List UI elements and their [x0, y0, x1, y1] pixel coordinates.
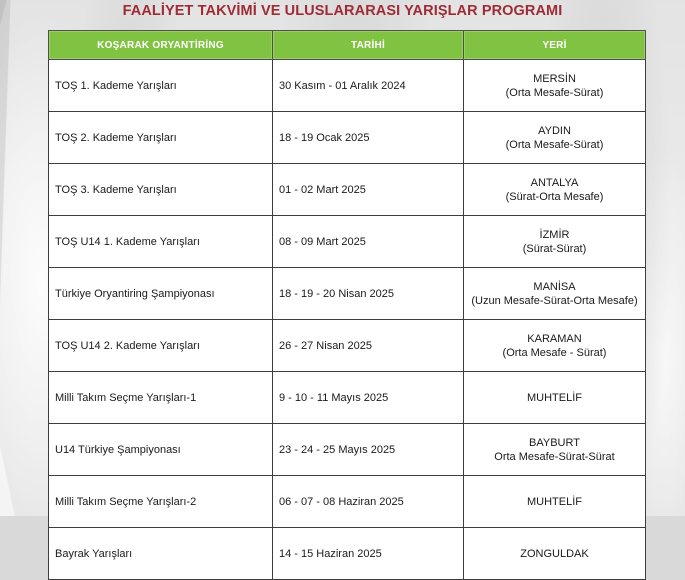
place-disciplines: (Sürat-Sürat): [522, 242, 587, 255]
cell-event-date: 23 - 24 - 25 Mayıs 2025: [273, 424, 464, 476]
table-row: [49, 268, 646, 320]
place-disciplines: Orta Mesafe-Sürat-Sürat: [494, 450, 615, 463]
cell-event-place: [464, 476, 646, 528]
cell-event-name: TOŞ 2. Kademe Yarışları: [49, 112, 273, 164]
cell-event-date: 01 - 02 Mart 2025: [273, 164, 464, 216]
cell-event-place: [464, 424, 646, 476]
calendar-table-container: [48, 30, 645, 580]
cell-event-name: TOŞ 3. Kademe Yarışları: [49, 164, 273, 216]
place-city: MANİSA: [533, 280, 576, 293]
cell-event-name: U14 Türkiye Şampiyonası: [49, 424, 273, 476]
table-row: [49, 528, 646, 580]
table-row: [49, 216, 646, 268]
place-city: MUHTELİF: [527, 391, 582, 404]
place-disciplines: (Orta Mesafe-Sürat): [505, 86, 604, 99]
cell-event-date: 30 Kasım - 01 Aralık 2024: [273, 60, 464, 112]
cell-event-date: 08 - 09 Mart 2025: [273, 216, 464, 268]
cell-event-date: 26 - 27 Nisan 2025: [273, 320, 464, 372]
cell-event-place: [464, 60, 646, 112]
page-title: FAALİYET TAKVİMİ VE ULUSLARARASI YARIŞLAR PROGRAMI: [122, 3, 563, 19]
cell-event-place: [464, 268, 646, 320]
cell-event-place: [464, 216, 646, 268]
cell-event-name: TOŞ 1. Kademe Yarışları: [49, 60, 273, 112]
cell-event-name: Türkiye Oryantiring Şampiyonası: [49, 268, 273, 320]
table-row: [49, 372, 646, 424]
cell-event-date: 06 - 07 - 08 Haziran 2025: [273, 476, 464, 528]
cell-event-name: Milli Takım Seçme Yarışları-1: [49, 372, 273, 424]
table-body: [49, 60, 646, 580]
table-header-row: [49, 31, 646, 60]
cell-event-date: 14 - 15 Haziran 2025: [273, 528, 464, 580]
table-row: [49, 476, 646, 528]
table-header: [49, 31, 646, 60]
cell-event-date: 9 - 10 - 11 Mayıs 2025: [273, 372, 464, 424]
place-disciplines: (Orta Mesafe - Sürat): [502, 346, 607, 359]
place-city: ZONGULDAK: [520, 547, 589, 560]
place-city: İZMİR: [539, 228, 570, 241]
cell-event-place: [464, 164, 646, 216]
cell-event-name: TOŞ U14 1. Kademe Yarışları: [49, 216, 273, 268]
place-disciplines: (Uzun Mesafe-Sürat-Orta Mesafe): [471, 294, 638, 307]
place-city: MERSİN: [533, 72, 576, 85]
place-city: BAYBURT: [529, 436, 580, 449]
place-disciplines: (Sürat-Orta Mesafe): [505, 190, 604, 203]
cell-event-place: [464, 112, 646, 164]
place-city: ANTALYA: [530, 176, 579, 189]
table-row: [49, 424, 646, 476]
place-city: KARAMAN: [527, 332, 582, 345]
table-row: [49, 112, 646, 164]
column-header-event: KOŞARAK ORYANTİRİNG: [49, 31, 273, 60]
place-disciplines: (Orta Mesafe-Sürat): [505, 138, 604, 151]
cell-event-place: [464, 320, 646, 372]
place-city: AYDIN: [538, 124, 571, 137]
cell-event-place: [464, 528, 646, 580]
table-row: [49, 320, 646, 372]
cell-event-date: 18 - 19 Ocak 2025: [273, 112, 464, 164]
table-row: [49, 60, 646, 112]
column-header-date: TARİHİ: [273, 31, 464, 60]
cell-event-name: TOŞ U14 2. Kademe Yarışları: [49, 320, 273, 372]
cell-event-name: Bayrak Yarışları: [49, 528, 273, 580]
table-row: [49, 164, 646, 216]
cell-event-name: Milli Takım Seçme Yarışları-2: [49, 476, 273, 528]
place-city: MUHTELİF: [527, 495, 582, 508]
activity-calendar-table: [48, 30, 646, 580]
column-header-place: YERİ: [464, 31, 646, 60]
cell-event-date: 18 - 19 - 20 Nisan 2025: [273, 268, 464, 320]
cell-event-place: [464, 372, 646, 424]
